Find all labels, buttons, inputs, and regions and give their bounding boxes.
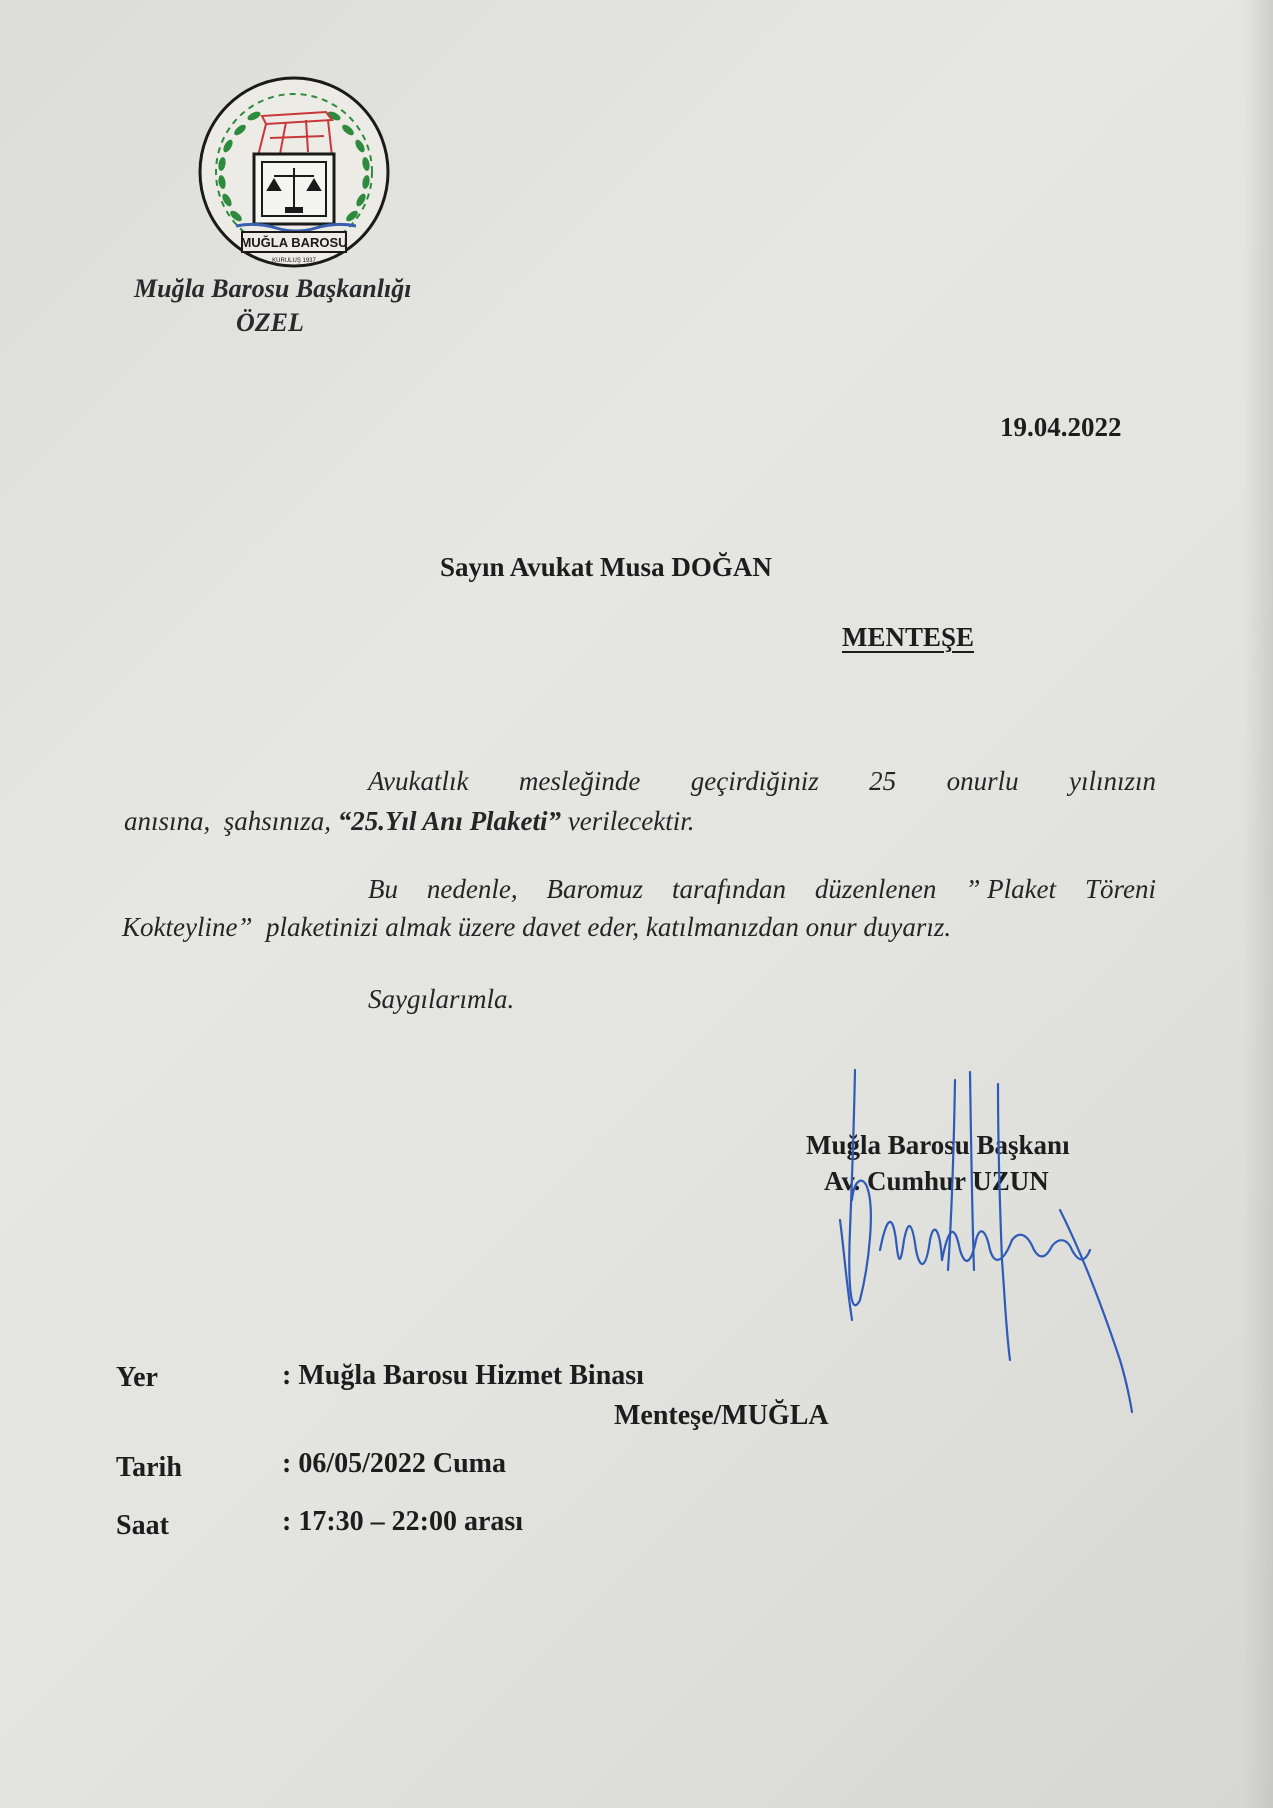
recipient-city: MENTEŞE [842, 622, 975, 652]
confidential-label: ÖZEL [236, 308, 304, 337]
paper-edge-shadow [1243, 0, 1273, 1808]
logo-name: MUĞLA BAROSU [240, 235, 348, 250]
paragraph-2-line-2: Kokteyline” plaketinizi almak üzere davet eder, katılmanızdan onur duyarız. [122, 912, 952, 942]
text: anısına, şahsınıza, [124, 806, 338, 836]
paragraph-1-line-1 [368, 766, 1156, 797]
closing: Saygılarımla. [368, 984, 515, 1014]
recipient-name: Sayın Avukat Musa DOĞAN [440, 552, 772, 582]
word: onurlu [946, 766, 1019, 796]
paragraph-1-line-2 [124, 806, 695, 837]
word: Avukatlık [368, 766, 469, 796]
paragraph-2-line-1 [368, 874, 1156, 905]
word: ” Plaket [965, 874, 1057, 904]
signer-title: Muğla Barosu Başkanı [806, 1130, 1070, 1160]
word: yılınızın [1068, 766, 1156, 796]
date-value: : 06/05/2022 Cuma [282, 1448, 506, 1479]
place-value: : Muğla Barosu Hizmet Binası [282, 1360, 644, 1391]
organization-name: Muğla Barosu Başkanlığı [134, 274, 412, 303]
bar-association-logo [196, 76, 392, 272]
plaque-title: “25.Yıl Anı Plaketi” [337, 806, 562, 836]
time-label: Saat [116, 1510, 169, 1541]
logo-subtitle: KURULUŞ 1937 [272, 258, 316, 264]
word: Baromuz [546, 874, 644, 904]
word: Töreni [1084, 874, 1156, 904]
word: tarafından [671, 874, 786, 904]
place-label: Yer [116, 1362, 158, 1393]
handwritten-signature [830, 1060, 1170, 1430]
word: geçirdiğiniz [690, 766, 819, 796]
signer-name: Av. Cumhur UZUN [824, 1166, 1049, 1196]
time-value: : 17:30 – 22:00 arası [282, 1506, 524, 1537]
place-city: Menteşe/MUĞLA [614, 1400, 829, 1431]
letter-date: 19.04.2022 [1000, 412, 1122, 442]
word: mesleğinde [518, 766, 641, 796]
date-label: Tarih [116, 1452, 182, 1483]
word: düzenlenen [814, 874, 937, 904]
word: nedenle, [426, 874, 518, 904]
word: Bu [368, 874, 398, 904]
word: 25 [869, 766, 897, 796]
text: verilecektir. [561, 806, 695, 836]
